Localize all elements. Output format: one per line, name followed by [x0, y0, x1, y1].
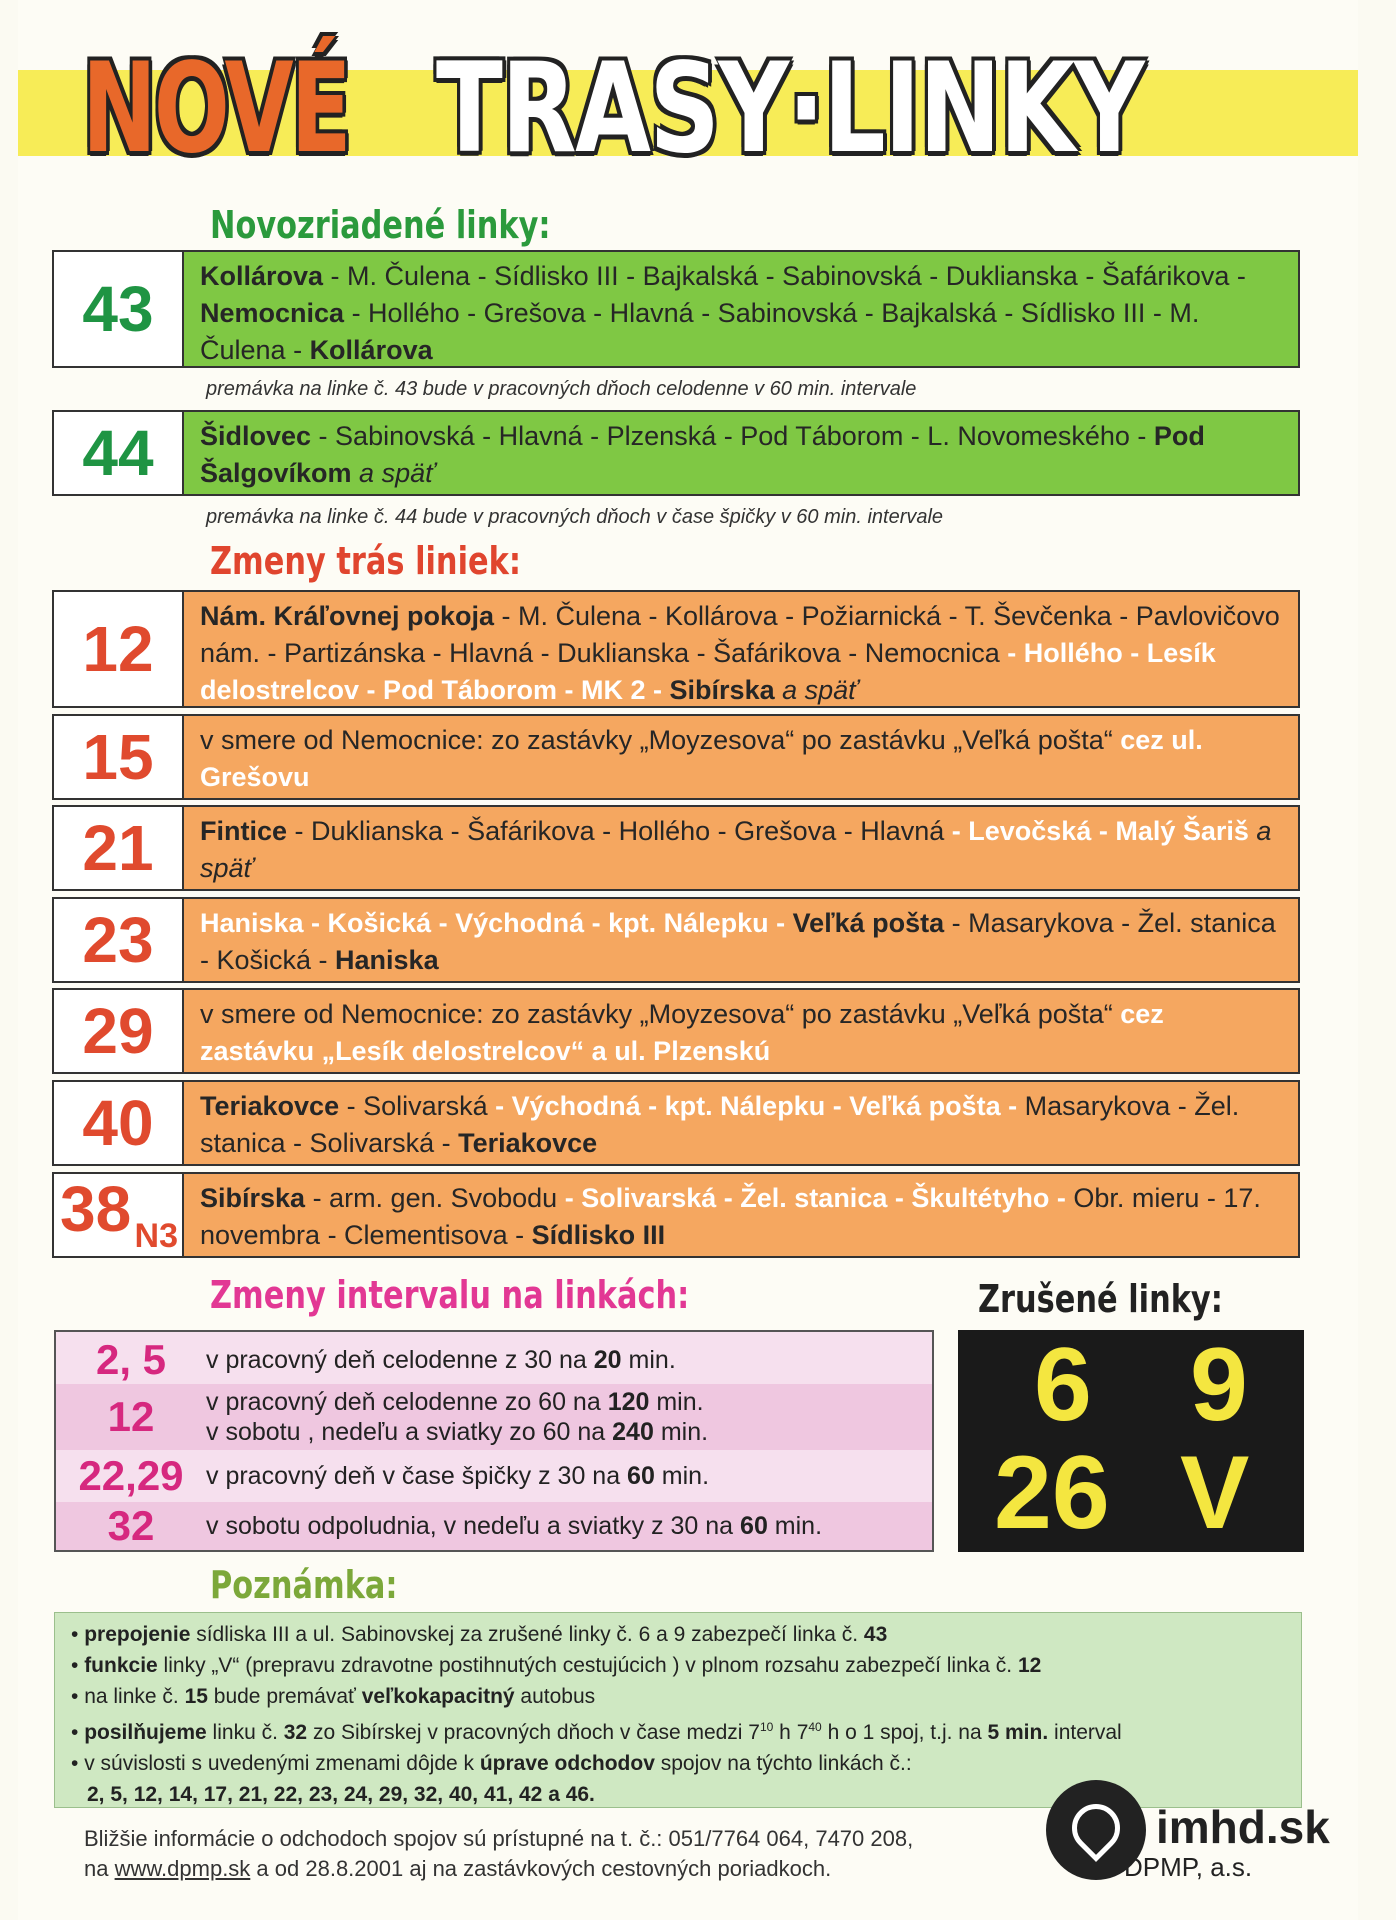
text-run: interval — [1048, 1721, 1122, 1744]
route-description — [184, 899, 1298, 981]
text-run: na linke č. — [84, 1685, 185, 1708]
text-run: posilňujeme — [84, 1721, 207, 1744]
text-run: 60 — [627, 1462, 655, 1490]
text-run: autobus — [514, 1685, 596, 1708]
text-run: Masarykova - Žel. stanica - Solivarská - — [200, 1091, 1240, 1158]
interval-lines: 32 — [107, 1502, 155, 1549]
text-run: 60 — [740, 1512, 768, 1540]
text-run: - Levočská - Malý Šariš — [951, 816, 1249, 846]
text-run: Haniska — [335, 945, 439, 975]
text-run: bude premávať — [207, 1685, 362, 1708]
footer-info — [84, 1824, 913, 1884]
text-run: Fintice — [200, 816, 288, 846]
text-run: 40 — [808, 1720, 822, 1734]
text-run: 15 — [184, 1685, 208, 1708]
text-run: - Solivarská — [339, 1091, 496, 1121]
text-run: linku č. — [206, 1721, 284, 1744]
text-run: zo Sibírskej v pracovných dňoch v čase medzi 7 — [307, 1721, 760, 1744]
text-run: - arm. gen. Svobodu — [305, 1183, 565, 1213]
route-row-40 — [52, 1080, 1300, 1166]
text-run: min. — [649, 1388, 704, 1416]
title-nove: NOVÉ — [82, 37, 349, 181]
footer-line-1: Bližšie informácie o odchodoch spojov sú prístupné na t. č.: 051/7764 064, 7470 208, — [84, 1826, 914, 1851]
text-run: Haniska - Košická - Východná - kpt. Nálepku - — [200, 908, 793, 938]
text-run: spojov na týchto linkách č.: — [654, 1752, 912, 1775]
note-item: • prepojenie sídliska III a ul. Sabinovskej za zrušené linky č. 6 a 9 zabezpečí linka č. 43 — [71, 1623, 888, 1646]
text-run: - M. Čulena - Sídlisko III - Bajkalská - Sabinovská - Duklianska - Šafárikova - — [323, 261, 1246, 291]
text-run: h 7 — [773, 1721, 809, 1744]
logo-name: imhd.sk — [1156, 1801, 1330, 1853]
line-number: 43 — [54, 252, 184, 366]
cancelled-lines-box — [958, 1327, 1304, 1552]
heading-route-changes: Zmeny trás liniek: — [210, 539, 521, 583]
line-number: 40 — [54, 1082, 184, 1164]
text-run: prepojenie — [84, 1623, 191, 1646]
text-run: veľkokapacitný — [361, 1685, 515, 1708]
route-row-21 — [52, 805, 1300, 891]
text-run: - Duklianska - Šafárikova - Hollého - Grešova - Hlavná — [287, 816, 952, 846]
text-run: v smere od Nemocnice: zo zastávky „Moyzesova“ po zastávku „Veľká pošta“ — [200, 999, 1121, 1029]
interval-text-line — [206, 1417, 708, 1447]
line-number: 29 — [54, 990, 184, 1072]
route-description — [184, 990, 1298, 1072]
line-number-main: 38 — [60, 1173, 132, 1245]
text-run: Sídlisko III — [531, 1220, 666, 1250]
route-description — [184, 807, 1298, 889]
text-run: v smere od Nemocnice: zo zastávky „Moyzesova“ po zastávku „Veľká pošta“ — [200, 725, 1121, 755]
text-run: min. — [654, 1462, 710, 1490]
line-number: 12 — [54, 592, 184, 706]
line-number: 15 — [54, 716, 184, 798]
text-run: funkcie — [84, 1654, 158, 1677]
interval-text — [206, 1461, 709, 1491]
footer-suffix: a od 28.8.2001 aj na zastávkových cestovných poriadkoch. — [250, 1856, 832, 1881]
interval-row — [56, 1384, 932, 1450]
note-item: • v súvislosti s uvedenými zmenami dôjde k úprave odchodov spojov na týchto linkách č.: — [71, 1752, 912, 1775]
route-description — [184, 1082, 1298, 1164]
interval-row — [56, 1452, 932, 1500]
footer-line-2 — [84, 1854, 913, 1884]
logo-subtitle: DPMP, a.s. — [1124, 1852, 1253, 1882]
text-run: 240 — [612, 1418, 654, 1446]
text-run: Kollárova — [200, 261, 324, 291]
route-description — [184, 412, 1298, 494]
footer-prefix: na — [84, 1856, 115, 1881]
interval-lines: 12 — [107, 1393, 155, 1440]
route-row-29 — [52, 988, 1300, 1074]
route-description — [184, 716, 1298, 798]
text-run: 120 — [607, 1388, 650, 1416]
text-run: Nemocnica — [200, 298, 345, 328]
heading-cancelled-lines: Zrušené linky: — [978, 1277, 1223, 1321]
route-description — [184, 592, 1298, 706]
route-row-23 — [52, 897, 1300, 983]
text-run: v súvislosti s uvedenými zmenami dôjde k — [84, 1752, 480, 1775]
text-run: - Hollého - Grešova - Hlavná - Sabinovská - Bajkalská - Sídlisko III - M. Čulena - — [200, 298, 1200, 365]
note-item-text — [84, 1721, 1122, 1744]
text-run: v sobotu odpoludnia, v nedeľu a sviatky z 30 na — [206, 1512, 741, 1540]
text-run: 5 min. — [987, 1721, 1049, 1744]
text-run: min. — [653, 1418, 709, 1446]
line-number: 21 — [54, 807, 184, 889]
interval-text — [206, 1387, 708, 1447]
heading-note: Poznámka: — [210, 1563, 398, 1607]
interval-text-line — [206, 1387, 708, 1417]
interval-lines: 2, 5 — [95, 1336, 167, 1383]
text-run: Kollárova — [309, 335, 433, 365]
text-run: a späť — [774, 675, 858, 705]
text-run: 43 — [863, 1623, 888, 1646]
interval-row — [56, 1338, 932, 1382]
website-link[interactable]: www.dpmp.sk — [114, 1856, 251, 1881]
text-run: Nám. Kráľovnej pokoja — [200, 601, 494, 631]
route-row-43 — [52, 250, 1300, 368]
text-run: - Hollého - Lesík delostrelcov - Pod Táborom - MK 2 - — [200, 638, 1216, 705]
note-item-text — [84, 1654, 1041, 1677]
line-number: 23 — [54, 899, 184, 981]
text-run: v pracovný deň v čase špičky z 30 na — [206, 1462, 628, 1490]
interval-text-line — [206, 1345, 676, 1375]
text-run: Veľká pošta — [792, 908, 945, 938]
text-run: min. — [621, 1346, 676, 1374]
heading-new-lines: Novozriadené linky: — [210, 203, 551, 247]
route-row-15 — [52, 714, 1300, 800]
title-trasy-linky: TRASY·LINKY — [436, 37, 1144, 181]
note-item-text — [84, 1623, 887, 1646]
line-number — [54, 1174, 184, 1256]
text-run: - Solivarská - Žel. stanica - Škultétyho - — [564, 1183, 1074, 1213]
note-lines-list: 2, 5, 12, 14, 17, 21, 22, 23, 24, 29, 32, 40, 41, 42 a 46. — [87, 1783, 595, 1806]
text-run: Sibírska — [200, 1183, 306, 1213]
text-run: sídliska III a ul. Sabinovskej za zrušené linky č. 6 a 9 zabezpečí linka č. — [190, 1623, 864, 1646]
note-item-text — [84, 1752, 912, 1775]
text-run: 10 — [759, 1720, 774, 1734]
text-run: 20 — [593, 1346, 622, 1374]
text-run: Šidlovec — [200, 421, 312, 451]
interval-changes-box — [54, 1330, 934, 1552]
interval-text — [206, 1511, 822, 1541]
text-run: - Východná - kpt. Nálepku - Veľká pošta - — [495, 1091, 1025, 1121]
text-run: cez ul. Grešovu — [200, 725, 1203, 792]
interval-row — [56, 1502, 932, 1550]
text-run: - Sabinovská - Hlavná - Plzenská - Pod Táborom - L. Novomeského - — [311, 421, 1154, 451]
text-run: h o 1 spoj, t.j. na — [821, 1721, 988, 1744]
interval-lines: 22,29 — [78, 1452, 184, 1499]
route-row-12 — [52, 590, 1300, 708]
text-run: Obr. mieru - 17. novembra - Clementisova - — [200, 1183, 1261, 1250]
text-run: v pracovný deň celodenne zo 60 na — [206, 1388, 608, 1416]
route-description — [184, 252, 1298, 366]
route-row-44 — [52, 410, 1300, 496]
interval-text — [206, 1345, 676, 1375]
text-run: a späť — [200, 816, 1272, 883]
text-run: 12 — [1017, 1654, 1042, 1677]
text-run: Sibírska — [669, 675, 775, 705]
text-run: Teriakovce — [458, 1128, 598, 1158]
route-description — [184, 1174, 1298, 1256]
heading-interval-changes: Zmeny intervalu na linkách: — [210, 1273, 690, 1317]
route-row-38n3 — [52, 1172, 1300, 1258]
route-note-43: premávka na linke č. 43 bude v pracovných dňoch celodenne v 60 min. intervale — [206, 378, 917, 400]
line-number-suffix: N3 — [134, 1217, 178, 1255]
text-run: - Masarykova - Žel. stanica - Košická - — [200, 908, 1276, 975]
note-box — [54, 1612, 1302, 1808]
interval-text-line — [206, 1511, 822, 1541]
text-run: min. — [767, 1512, 823, 1540]
text-run: - M. Čulena - Kollárova - Požiarnická - T. Ševčenka - Pavlovičovo nám. - Partizánska - Hlavná - Duklianska - Šafárikova - Nemocnica — [200, 601, 1280, 668]
note-item: • posilňujeme linku č. 32 zo Sibírskej v pracovných dňoch v čase medzi $7^{10}$ h $7^{40}$ h o 1 spoj, t.j. na 5 min. interval — [71, 1720, 1122, 1744]
text-run: linky „V“ (prepravu zdravotne postihnutých cestujúcich ) v plnom rozsahu zabezpečí linka č. — [157, 1654, 1018, 1677]
note-item-text — [84, 1685, 595, 1708]
text-run: 32 — [283, 1721, 308, 1744]
route-note-44: premávka na linke č. 44 bude v pracovných dňoch v čase špičky v 60 min. intervale — [206, 506, 944, 528]
text-run: v pracovný deň celodenne z 30 na — [206, 1346, 594, 1374]
note-item: • funkcie linky „V“ (prepravu zdravotne postihnutých cestujúcich ) v plnom rozsahu zabezpečí linka č. 12 — [71, 1654, 1042, 1677]
text-run: v sobotu , nedeľu a sviatky zo 60 na — [206, 1418, 613, 1446]
text-run: cez zastávku „Lesík delostrelcov“ a ul. Plzenskú — [200, 999, 1164, 1066]
cancelled-line: V — [1180, 1435, 1250, 1551]
cancelled-line: 9 — [1190, 1327, 1248, 1443]
line-number: 44 — [54, 412, 184, 494]
cancelled-line: 26 — [994, 1435, 1110, 1551]
cancelled-line: 6 — [1034, 1327, 1092, 1443]
text-run: Pod Šalgovíkom — [200, 421, 1205, 488]
interval-text-line — [206, 1461, 709, 1491]
text-run: a späť — [351, 458, 435, 488]
text-run: Teriakovce — [200, 1091, 340, 1121]
note-item: • na linke č. 15 bude premávať veľkokapacitný autobus — [71, 1685, 596, 1708]
text-run: úprave odchodov — [479, 1752, 655, 1775]
